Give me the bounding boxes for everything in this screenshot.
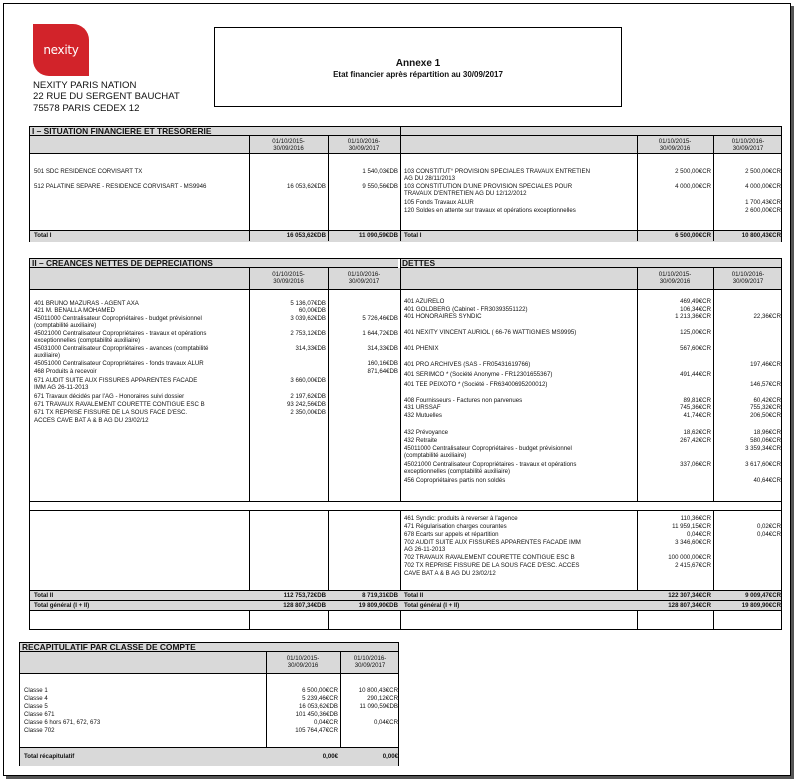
amount-v2: 314,33€DB bbox=[367, 345, 398, 352]
amount-v2: 60,42€CR bbox=[753, 397, 781, 404]
account-label: AG DU 28/11/2013 bbox=[404, 175, 456, 182]
account-label: 45021000 Centralisateur Copropriétaires - travaux et opérations bbox=[404, 461, 577, 468]
section-title: RECAPITULATIF PAR CLASSE DE COMPTE bbox=[20, 643, 398, 652]
amount-v1: 16 053,62€DB bbox=[287, 183, 326, 190]
amount-v1: 101 450,36€DB bbox=[295, 711, 338, 718]
amount-v1: 110,36€CR bbox=[680, 515, 711, 522]
amount-v1: 5 136,07€DB bbox=[290, 300, 326, 307]
account-label: exceptionnelles (comptabilité auxiliaire) bbox=[34, 337, 141, 344]
amount-v1: 100 000,00€CR bbox=[668, 554, 711, 561]
account-label: 103 CONSTITUT° PROVISION SPECIALES TRAVAUX ENTRETIEN bbox=[404, 168, 590, 175]
account-label: 45011000 Centralisateur Copropriétaires - budget prévisionnel bbox=[34, 315, 202, 322]
grand-total-label: Total général (I + II) bbox=[34, 602, 90, 609]
total-label: Total II bbox=[404, 592, 424, 599]
account-label: 103 CONSTITUTION D'UNE PROVISION SPECIALES POUR bbox=[404, 183, 573, 190]
account-label: 401 HONORAIRES SYNDIC bbox=[404, 313, 482, 320]
amount-v2: 18,96€CR bbox=[753, 429, 781, 436]
account-label: 702 AUDIT SUITE AUX FISSURES APPARENTES FACADE IMM bbox=[404, 539, 581, 546]
account-label: 512 PALATINE SEPARE - RESIDENCE CORVISART - MS9946 bbox=[34, 183, 207, 190]
amount-v2: 5 726,46€DB bbox=[362, 315, 398, 322]
account-label: 401 PRO ARCHIVES (SAS - FR05431619766) bbox=[404, 361, 531, 368]
amount-v2: 40,64€CR bbox=[753, 477, 781, 484]
amount-v1: 105 764,47€CR bbox=[295, 727, 338, 734]
total-value: 0,00€ bbox=[322, 753, 338, 760]
amount-v2: 197,46€CR bbox=[750, 361, 781, 368]
amount-v2: 3 617,60€CR bbox=[745, 461, 781, 468]
account-label: 671 TRAVAUX RAVALEMENT COURETTE CONTIGUE ESC B bbox=[34, 401, 205, 408]
account-label: 120 Soldes en attente sur travaux et opérations exceptionnelles bbox=[404, 207, 576, 214]
total-value: 11 090,59€DB bbox=[359, 232, 398, 239]
account-label: 671 Travaux décidés par l'AG - Honoraires suivi dossier bbox=[34, 393, 185, 400]
amount-v2: 871,64€DB bbox=[367, 368, 398, 375]
total-value: 8 719,31€DB bbox=[362, 592, 398, 599]
annexe-title: Annexe 1 bbox=[395, 58, 441, 69]
amount-v2: 11 090,59€DB bbox=[359, 703, 398, 710]
total-label: Total récapitulatif bbox=[24, 753, 75, 760]
account-label: 408 Fournisseurs - Factures non parvenues bbox=[404, 397, 523, 404]
total-value: 122 307,34€CR bbox=[668, 592, 711, 599]
section-creances-dettes: II – CREANCES NETTES DE DEPRECIATIONS DETTES 01/10/2015- 30/09/2016 01/10/2016- 30/09/2017 01/10/2015- 30/09/2016 01/10/2016- 30/09/2017 Total II 112 753,72€DB 8 719,31€DB Total II 122 307,34€CR 9 009,47€CR Total général (I + II) 128 807,34€DB 19 809,90€DB Total général (I + II) 128 807,34€CR 19 809,90€CR 401 BRUNO MAZURAS - AGENT AXA 5 136,07€DB 421 M. BENALLA MOHAMED 60,00€DB 45011000 Centralisateur Copropriétaires - budget prévisionnel 3 039,62€DB 5 726,46€DB (comptabilité auxiliaire) 45021000 Centralisateur Copropriétaires - travaux et opérations 2 753,12€DB 1 644,72€DB exceptionnelles (comptabilité auxiliaire) 45031000 Centralisateur Copropriétaires - avances (comptabilité 314,33€DB 314,33€DB auxiliaire) 45051000 Centralisateur Copropriétaires - fonds travaux ALUR 160,16€DB 468 Produits à recevoir 871,64€DB 671 AUDIT SUITE AUX FISSURES APPARENTES FACADE 3 660,00€DB IMM AG 26-11-2013 671 Travaux décidés par l'AG - Honoraires suivi dossier 2 197,62€DB 671 TRAVAUX RAVALEMENT COURETTE CONTIGUE ESC B 93 242,56€DB 671 TX REPRISE FISSURE DE LA SOUS FACE D'ESC. 2 350,00€DB ACCES CAVE BAT A & B AG DU 23/02/12 401 AZURELO 469,49€CR 401 GOLDBERG (Cabinet - FR30393551122) 106,34€CR 401 HONORAIRES SYNDIC 1 213,36€CR 22,36€CR 401 NEXITY VINCENT AURIOL ( 66-76 WATTIGNIES MS9995) 125,00€CR 401 PHENIX 567,60€CR 401 PRO ARCHIVES (SAS - FR05431619766) 197,46€CR 401 SERIMCO * (Société Anonyme - FR12301655367) 491,44€CR 401 TEE PEIXOTO * (Société - FR63400695200012) 146,57€CR 408 Fournisseurs - Factures non parvenues 89,81€CR 60,42€CR 431 URSSAF 745,36€CR 755,32€CR 432 Mutuelles 41,74€CR 206,50€CR 432 Prévoyance 18,62€CR 18,96€CR 432 Retraite 267,42€CR 580,06€CR 45011000 Centralisateur Copropriétaires - budget prévisionnel 3 359,34€CR (comptabilité auxiliaire) 45021000 Centralisateur Copropriétaires - travaux et opérations 337,06€CR 3 617,60€CR exceptionnelles (comptabilité auxiliaire) 456 Copropriétaires partis non soldés 40,64€CR 461 Syndic: produits à reverser à l'agence 110,36€CR 471 Régularisation charges courantes 11 959,15€CR 0,02€CR 678 Ecarts sur appels et répartition 0,04€CR 0,04€CR 702 AUDIT SUITE AUX FISSURES APPARENTES FACADE IMM 3 346,60€CR AG 26-11-2013 702 TRAVAUX RAVALEMENT COURETTE CONTIGUE ESC B 100 000,00€CR 702 TX REPRISE FISSURE DE LA SOUS FACE D'ESC. ACCES 2 415,67€CR CAVE BAT A & B AG DU 23/02/12 bbox=[29, 258, 782, 630]
amount-v1: 2 753,12€DB bbox=[290, 330, 326, 337]
account-label: 501 SDC RESIDENCE CORVISART TX bbox=[34, 168, 143, 175]
amount-v1: 3 039,62€DB bbox=[290, 315, 326, 322]
account-label: ACCES CAVE BAT A & B AG DU 23/02/12 bbox=[34, 417, 149, 424]
account-label: 671 AUDIT SUITE AUX FISSURES APPARENTES FACADE bbox=[34, 377, 198, 384]
amount-v1: 2 500,00€CR bbox=[675, 168, 711, 175]
amount-v2: 0,04€CR bbox=[756, 531, 781, 538]
amount-v1: 5 239,46€CR bbox=[302, 695, 338, 702]
amount-v2: 10 800,43€CR bbox=[358, 687, 398, 694]
account-label: 432 Mutuelles bbox=[404, 412, 442, 419]
account-label: 105 Fonds Travaux ALUR bbox=[404, 199, 474, 206]
amount-v1: 469,49€CR bbox=[680, 298, 711, 305]
address-line: NEXITY PARIS NATION bbox=[33, 80, 137, 91]
annexe-subtitle: Etat financier après répartition au 30/09/2017 bbox=[333, 70, 503, 79]
amount-v1: 1 213,36€CR bbox=[675, 313, 711, 320]
section-recapitulatif: RECAPITULATIF PAR CLASSE DE COMPTE 01/10/2015- 30/09/2016 01/10/2016- 30/09/2017 Total récapitulatif 0,00€ 0,00€ Classe 1 6 500,00€CR 10 800,43€CR Classe 4 5 239,46€CR 290,12€CR Classe 5 16 053,62€DB 11 090,59€DB Classe 671 101 450,36€DB Classe 6 hors 671, 672, 673 0,04€CR 0,04€CR Classe 702 105 764,47€CR bbox=[19, 642, 399, 766]
amount-v2: 206,50€CR bbox=[750, 412, 781, 419]
account-label: Classe 1 bbox=[24, 687, 48, 694]
account-label: 45051000 Centralisateur Copropriétaires - fonds travaux ALUR bbox=[34, 360, 204, 367]
total-value: 16 053,62€DB bbox=[286, 232, 326, 239]
account-label: 702 TX REPRISE FISSURE DE LA SOUS FACE D'ESC. ACCES bbox=[404, 562, 580, 569]
account-label: AG 26-11-2013 bbox=[404, 546, 446, 553]
amount-v1: 567,60€CR bbox=[680, 345, 711, 352]
account-label: 432 Retraite bbox=[404, 437, 438, 444]
grand-total-value: 128 807,34€CR bbox=[668, 602, 711, 609]
total-label: Total I bbox=[34, 232, 52, 239]
account-label: 468 Produits à recevoir bbox=[34, 368, 97, 375]
amount-v2: 0,04€CR bbox=[373, 719, 398, 726]
account-label: exceptionnelles (comptabilité auxiliaire) bbox=[404, 468, 511, 475]
amount-v2: 160,16€DB bbox=[367, 360, 398, 367]
total-value: 6 500,00€CR bbox=[675, 232, 711, 239]
address-line: 75578 PARIS CEDEX 12 bbox=[33, 102, 140, 114]
account-label: Classe 5 bbox=[24, 703, 48, 710]
section-title: II – CREANCES NETTES DE DEPRECIATIONS bbox=[30, 259, 398, 268]
amount-v1: 106,34€CR bbox=[680, 306, 711, 313]
account-label: (comptabilité auxiliaire) bbox=[404, 452, 467, 459]
dettes-title: DETTES bbox=[400, 259, 781, 268]
amount-v2: 755,32€CR bbox=[750, 404, 781, 411]
annexe-title-box bbox=[214, 27, 622, 107]
nexity-logo: nexity bbox=[33, 24, 89, 76]
account-label: 702 TRAVAUX RAVALEMENT COURETTE CONTIGUE ESC B bbox=[404, 554, 575, 561]
grand-total-value: 128 807,34€DB bbox=[283, 602, 326, 609]
account-label: 45021000 Centralisateur Copropriétaires - travaux et opérations bbox=[34, 330, 207, 337]
account-label: 401 AZURELO bbox=[404, 298, 445, 305]
amount-v1: 3 346,60€CR bbox=[675, 539, 711, 546]
amount-v1: 2 415,67€CR bbox=[675, 562, 711, 569]
amount-v2: 290,12€CR bbox=[367, 695, 398, 702]
amount-v2: 4 000,00€CR bbox=[745, 183, 781, 190]
account-label: CAVE BAT A & B AG DU 23/02/12 bbox=[404, 570, 496, 577]
account-label: (comptabilité auxiliaire) bbox=[34, 322, 97, 329]
amount-v1: 16 053,62€DB bbox=[299, 703, 338, 710]
account-label: auxiliaire) bbox=[34, 352, 61, 359]
address-line: 22 RUE DU SERGENT BAUCHAT bbox=[33, 91, 180, 103]
section-title: I – SITUATION FINANCIERE ET TRESORERIE bbox=[30, 127, 781, 136]
amount-v1: 89,81€CR bbox=[683, 397, 711, 404]
account-label: 401 PHENIX bbox=[404, 345, 439, 352]
amount-v1: 267,42€CR bbox=[680, 437, 711, 444]
amount-v2: 0,02€CR bbox=[756, 523, 781, 530]
amount-v2: 2 500,00€CR bbox=[745, 168, 781, 175]
amount-v1: 125,00€CR bbox=[680, 329, 711, 336]
amount-v1: 3 660,00€DB bbox=[290, 377, 326, 384]
amount-v2: 1 700,43€CR bbox=[745, 199, 781, 206]
amount-v2: 22,36€CR bbox=[753, 313, 781, 320]
account-label: 401 TEE PEIXOTO * (Société - FR63400695200012) bbox=[404, 381, 548, 388]
account-label: Classe 4 bbox=[24, 695, 48, 702]
account-label: 45011000 Centralisateur Copropriétaires - budget prévisionnel bbox=[404, 445, 572, 452]
account-label: 45031000 Centralisateur Copropriétaires - avances (comptabilité bbox=[34, 345, 209, 352]
account-label: IMM AG 26-11-2013 bbox=[34, 384, 89, 391]
amount-v1: 6 500,00€CR bbox=[302, 687, 338, 694]
account-label: 401 GOLDBERG (Cabinet - FR30393551122) bbox=[404, 306, 528, 313]
amount-v2: 3 359,34€CR bbox=[745, 445, 781, 452]
account-label: 432 Prévoyance bbox=[404, 429, 449, 436]
account-label: 401 SERIMCO * (Société Anonyme - FR12301655367) bbox=[404, 371, 553, 378]
amount-v1: 2 350,00€DB bbox=[290, 409, 326, 416]
account-label: Classe 702 bbox=[24, 727, 55, 734]
amount-v2: 9 550,56€DB bbox=[362, 183, 398, 190]
account-label: 456 Copropriétaires partis non soldés bbox=[404, 477, 506, 484]
grand-total-label: Total général (I + II) bbox=[404, 602, 460, 609]
amount-v1: 18,62€CR bbox=[683, 429, 711, 436]
agency-address bbox=[33, 80, 180, 114]
account-label: Classe 671 bbox=[24, 711, 55, 718]
grand-total-value: 19 809,90€DB bbox=[358, 602, 398, 609]
amount-v1: 745,36€CR bbox=[680, 404, 711, 411]
amount-v1: 337,06€CR bbox=[680, 461, 711, 468]
amount-v1: 11 959,15€CR bbox=[672, 523, 711, 530]
amount-v1: 2 197,62€DB bbox=[290, 393, 326, 400]
account-label: 421 M. BENALLA MOHAMED bbox=[34, 307, 115, 314]
amount-v1: 0,04€CR bbox=[313, 719, 338, 726]
grand-total-value: 19 809,90€CR bbox=[741, 602, 781, 609]
account-label: 461 Syndic: produits à reverser à l'agence bbox=[404, 515, 518, 522]
account-label: 401 NEXITY VINCENT AURIOL ( 66-76 WATTIGNIES MS9995) bbox=[404, 329, 577, 336]
total-value: 112 753,72€DB bbox=[283, 592, 326, 599]
amount-v1: 0,04€CR bbox=[686, 531, 711, 538]
account-label: Classe 6 hors 671, 672, 673 bbox=[24, 719, 101, 726]
account-label: TRAVAUX D'ENTRETIEN AG DU 12/12/2012 bbox=[404, 190, 527, 197]
amount-v1: 491,44€CR bbox=[680, 371, 711, 378]
total-value: 0,00€ bbox=[382, 753, 398, 760]
account-label: 471 Régularisation charges courantes bbox=[404, 523, 507, 530]
account-label: 671 TX REPRISE FISSURE DE LA SOUS FACE D'ESC. bbox=[34, 409, 188, 416]
account-label: 678 Ecarts sur appels et répartition bbox=[404, 531, 499, 538]
amount-v1: 314,33€DB bbox=[295, 345, 326, 352]
amount-v2: 146,57€CR bbox=[750, 381, 781, 388]
amount-v2: 1 644,72€DB bbox=[362, 330, 398, 337]
total-value: 9 009,47€CR bbox=[745, 592, 781, 599]
amount-v1: 93 242,56€DB bbox=[287, 401, 326, 408]
total-label: Total I bbox=[404, 232, 422, 239]
section-situation-financiere: I – SITUATION FINANCIERE ET TRESORERIE 01/10/2015- 30/09/2016 01/10/2016- 30/09/2017 01/10/2015- 30/09/2016 01/10/2016- 30/09/2017 Total I 16 053,62€DB 11 090,59€DB Total I 6 500,00€CR 10 800,43€CR 501 SDC RESIDENCE CORVISART TX 1 540,03€DB 512 PALATINE SEPARE - RESIDENCE CORVISART - MS9946 16 053,62€DB 9 550,56€DB 103 CONSTITUT° PROVISION SPECIALES TRAVAUX ENTRETIEN 2 500,00€CR 2 500,00€CR AG DU 28/11/2013 103 CONSTITUTION D'UNE PROVISION SPECIALES POUR 4 000,00€CR 4 000,00€CR TRAVAUX D'ENTRETIEN AG DU 12/12/2012 105 Fonds Travaux ALUR 1 700,43€CR 120 Soldes en attente sur travaux et opérations exceptionnelles 2 600,00€CR bbox=[29, 126, 782, 242]
amount-v2: 2 600,00€CR bbox=[745, 207, 781, 214]
amount-v2: 580,06€CR bbox=[750, 437, 781, 444]
amount-v1: 60,00€DB bbox=[298, 307, 326, 314]
account-label: 431 URSSAF bbox=[404, 404, 441, 411]
amount-v1: 4 000,00€CR bbox=[675, 183, 711, 190]
total-label: Total II bbox=[34, 592, 54, 599]
amount-v1: 41,74€CR bbox=[683, 412, 711, 419]
total-value: 10 800,43€CR bbox=[741, 232, 781, 239]
account-label: 401 BRUNO MAZURAS - AGENT AXA bbox=[34, 300, 139, 307]
amount-v2: 1 540,03€DB bbox=[362, 168, 398, 175]
